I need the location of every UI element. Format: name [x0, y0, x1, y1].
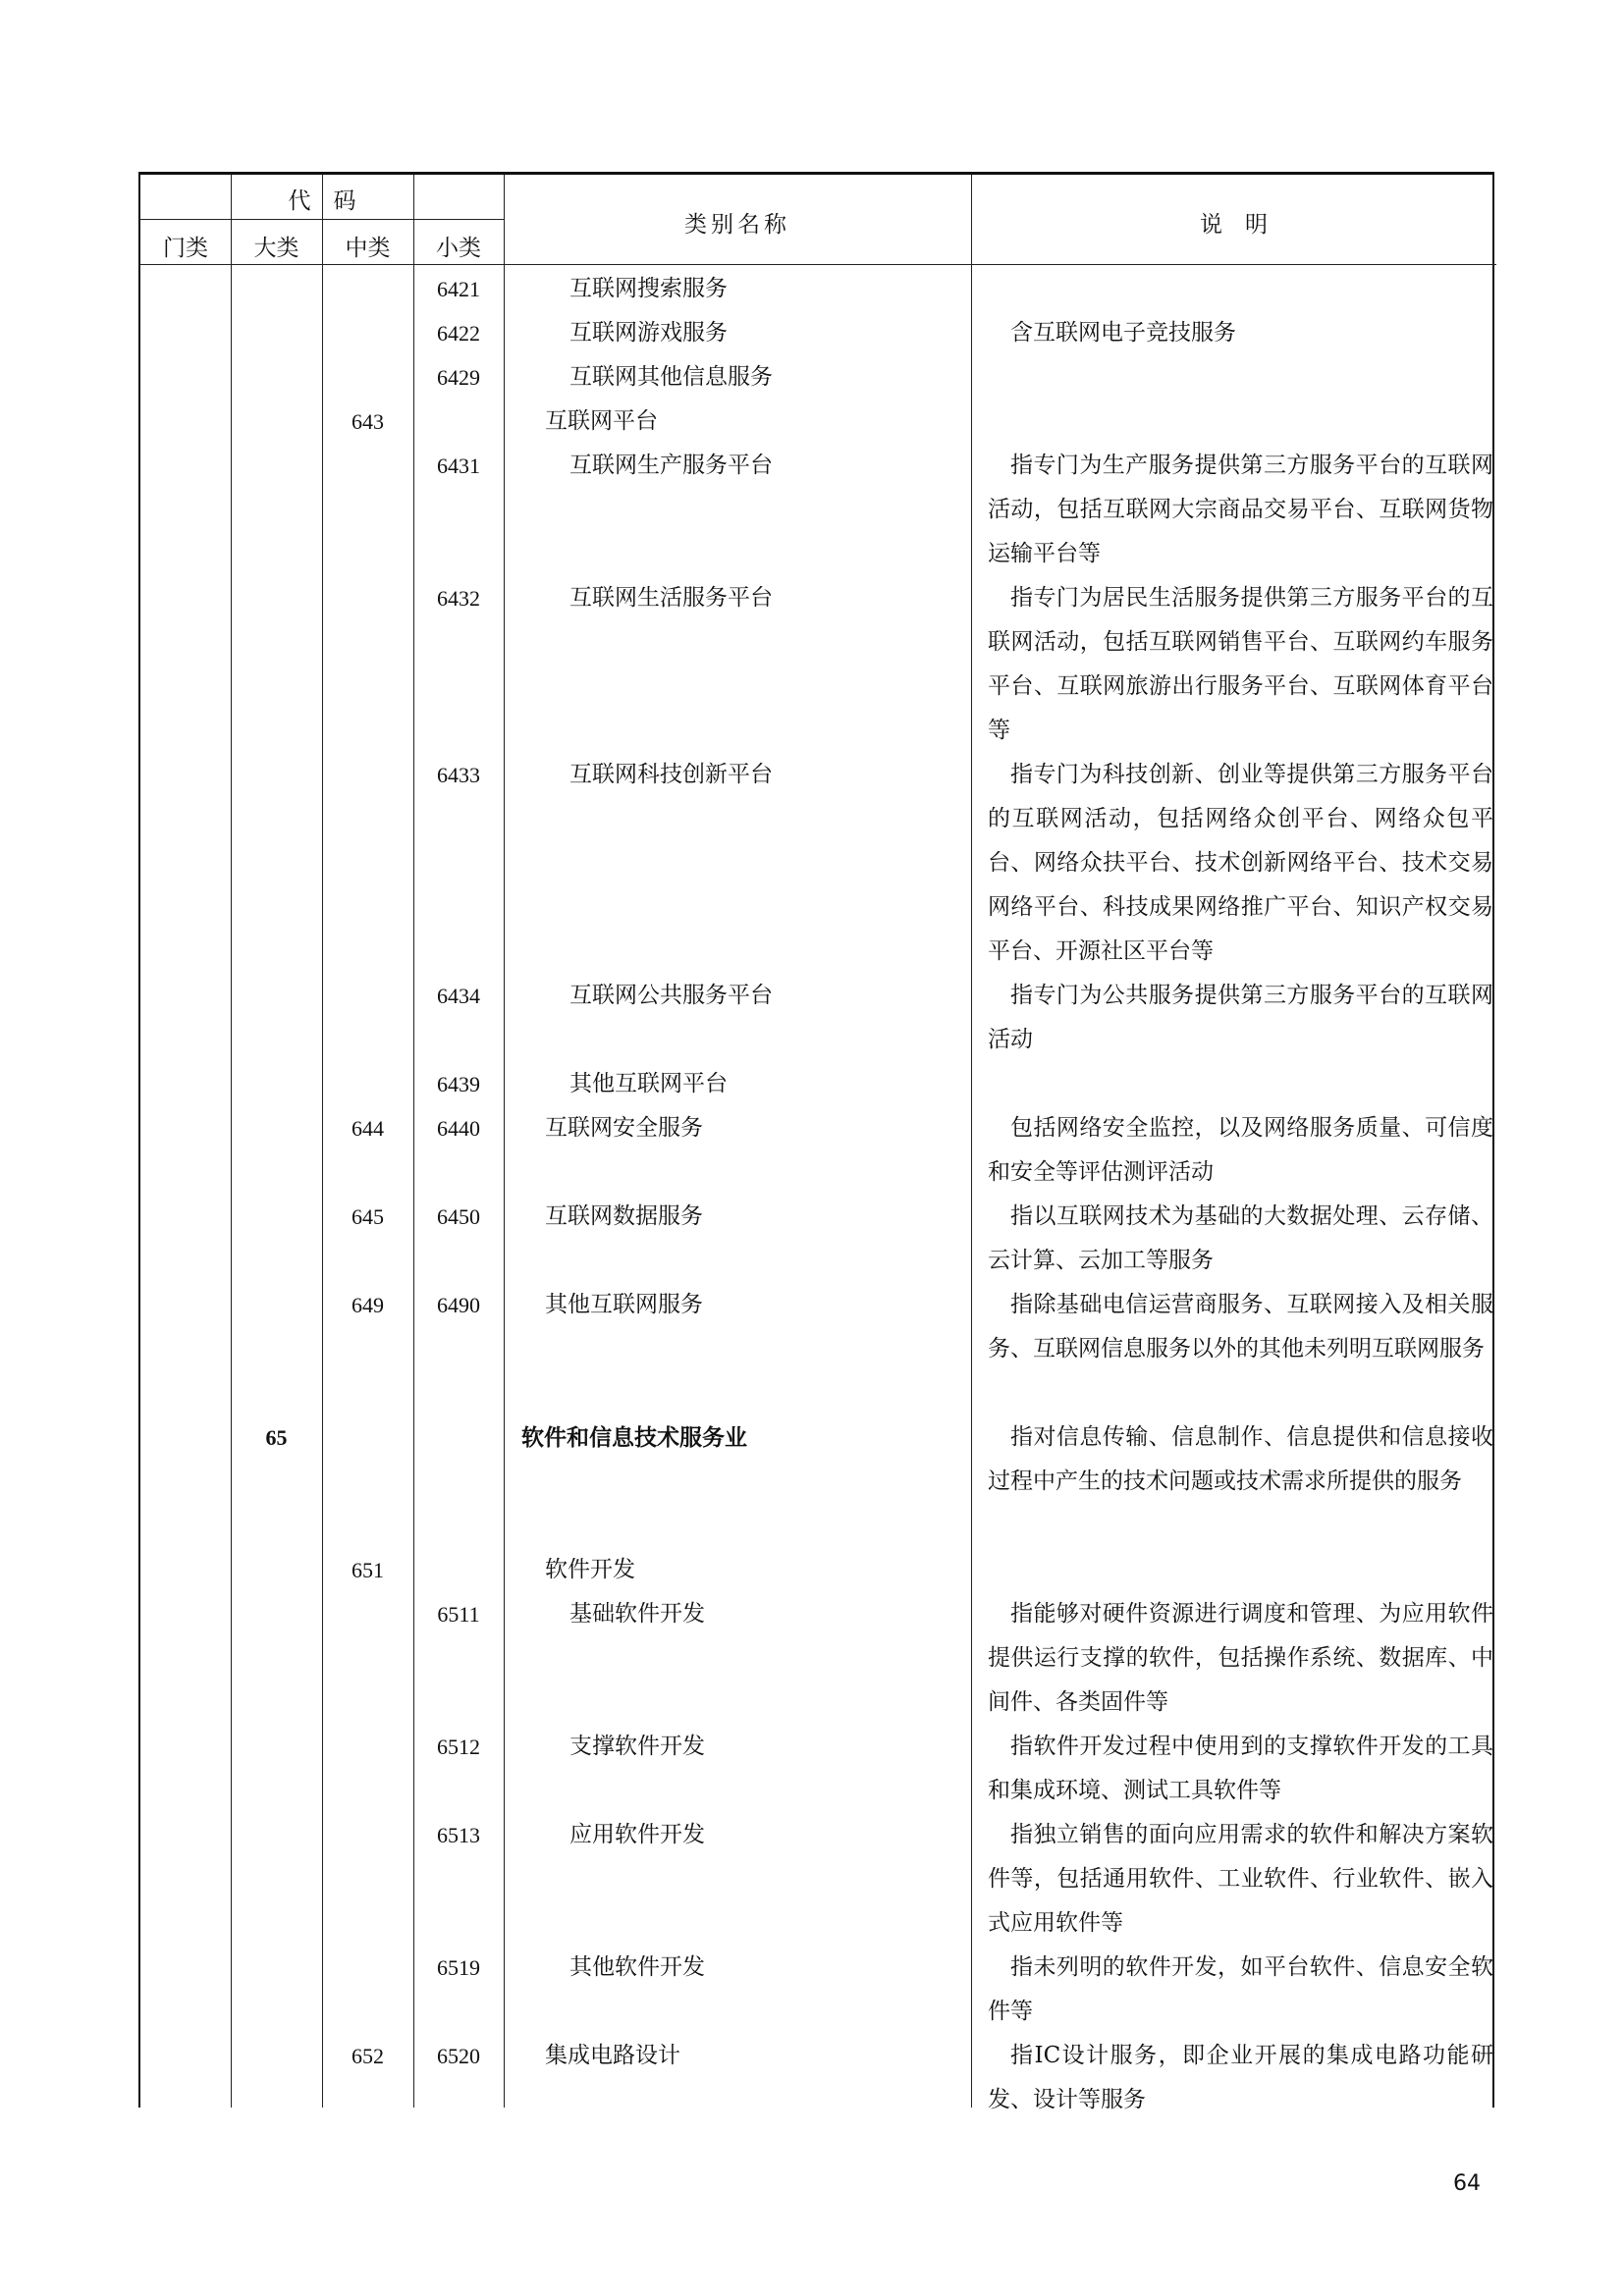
category-name: 互联网公共服务平台: [569, 983, 773, 1008]
table-row: [140, 974, 1496, 1062]
code-xiao: 6450: [437, 1204, 480, 1229]
category-name: 互联网安全服务: [545, 1115, 703, 1141]
category-description: 指对信息传输、信息制作、信息提供和信息接收过程中产生的技术问题或技术需求所提供的服务: [988, 1424, 1493, 1494]
category-description: 指IC设计服务，即企业开展的集成电路功能研发、设计等服务: [988, 2043, 1493, 2112]
category-name: 互联网其他信息服务: [569, 364, 773, 390]
category-name: 软件和信息技术服务业: [521, 1424, 747, 1451]
code-zhong: 644: [352, 1116, 384, 1141]
table-row: [140, 1283, 1496, 1415]
code-xiao: 6490: [437, 1293, 480, 1317]
page-number: 64: [1453, 2171, 1481, 2196]
table-row: [140, 1725, 1496, 1813]
table-row: [140, 267, 1496, 311]
code-xiao: 6434: [437, 984, 480, 1008]
category-name: 互联网科技创新平台: [569, 762, 773, 787]
category-name: 互联网生活服务平台: [569, 585, 773, 611]
category-name: 集成电路设计: [545, 2043, 680, 2068]
code-xiao: 6433: [437, 763, 480, 787]
category-name: 互联网搜索服务: [569, 276, 728, 301]
header-desc: 说 明: [1200, 212, 1268, 238]
category-name: 互联网游戏服务: [569, 320, 728, 346]
code-zhong: 645: [352, 1204, 384, 1229]
code-xiao: 6520: [437, 2044, 480, 2068]
header-zhong: 中类: [345, 236, 391, 261]
header-name: 类别名称: [684, 212, 790, 238]
table-row: [140, 1106, 1496, 1195]
category-description: 指除基础电信运营商服务、互联网接入及相关服务、互联网信息服务以外的其他未列明互联网服务: [988, 1292, 1493, 1362]
category-name: 基础软件开发: [569, 1601, 705, 1627]
category-description: 指专门为科技创新、创业等提供第三方服务平台的互联网活动，包括网络众创平台、网络众包平台、网络众扶平台、技术创新网络平台、技术交易网络平台、科技成果网络推广平台、知识产权交易平台、开源社区平台等: [988, 762, 1493, 964]
header-subline: [140, 219, 504, 220]
category-name: 支撑软件开发: [569, 1734, 705, 1759]
code-zhong: 651: [352, 1558, 384, 1582]
table-row: [140, 311, 1496, 355]
table-row: [140, 1195, 1496, 1283]
table-row: [140, 1592, 1496, 1725]
code-xiao: 6422: [437, 321, 480, 346]
code-da: 65: [265, 1425, 288, 1450]
category-name: 其他软件开发: [569, 1954, 705, 1980]
table-row: [140, 400, 1496, 444]
table-row: [140, 355, 1496, 400]
table-row: [140, 1062, 1496, 1106]
category-description: 指未列明的软件开发，如平台软件、信息安全软件等: [988, 1954, 1493, 2024]
header-da: 大类: [253, 236, 299, 261]
table-row: [140, 1548, 1496, 1592]
code-xiao: 6519: [437, 1955, 480, 1980]
category-description: 包括网络安全监控，以及网络服务质量、可信度和安全等评估测评活动: [988, 1115, 1493, 1185]
category-description: 指软件开发过程中使用到的支撑软件开发的工具和集成环境、测试工具软件等: [988, 1734, 1493, 1803]
code-xiao: 6440: [437, 1116, 480, 1141]
category-name: 应用软件开发: [569, 1822, 705, 1847]
code-xiao: 6511: [437, 1602, 480, 1627]
category-description: 指能够对硬件资源进行调度和管理、为应用软件提供运行支撑的软件，包括操作系统、数据库、中间件、各类固件等: [988, 1601, 1493, 1715]
table-row: [140, 1946, 1496, 2034]
code-xiao: 6429: [437, 365, 480, 390]
code-zhong: 649: [352, 1293, 384, 1317]
code-xiao: 6439: [437, 1072, 480, 1096]
table-row: [140, 2034, 1496, 2122]
category-description: 指专门为公共服务提供第三方服务平台的互联网活动: [988, 983, 1493, 1052]
category-description: 指专门为生产服务提供第三方服务平台的互联网活动，包括互联网大宗商品交易平台、互联网货物运输平台等: [988, 453, 1493, 566]
code-xiao: 6513: [437, 1823, 480, 1847]
category-description: 指专门为居民生活服务提供第三方服务平台的互联网活动，包括互联网销售平台、互联网约车服务平台、互联网旅游出行服务平台、互联网体育平台等: [988, 585, 1493, 743]
category-description: 指以互联网技术为基础的大数据处理、云存储、云计算、云加工等服务: [988, 1203, 1493, 1273]
table-row: [140, 1415, 1496, 1548]
table-row: [140, 576, 1496, 753]
category-name: 其他互联网平台: [569, 1071, 728, 1096]
code-xiao: 6432: [437, 586, 480, 611]
header-men: 门类: [163, 236, 208, 261]
category-name: 互联网生产服务平台: [569, 453, 773, 478]
table-row: [140, 753, 1496, 974]
table-row: [140, 1813, 1496, 1946]
category-description: 指独立销售的面向应用需求的软件和解决方案软件等，包括通用软件、工业软件、行业软件、嵌入式应用软件等: [988, 1822, 1493, 1936]
code-xiao: 6431: [437, 454, 480, 478]
category-name: 互联网数据服务: [545, 1203, 703, 1229]
category-name: 其他互联网服务: [545, 1292, 703, 1317]
category-description: 含互联网电子竞技服务: [1010, 320, 1236, 346]
code-zhong: 652: [352, 2044, 384, 2068]
table-row: [140, 444, 1496, 576]
category-name: 软件开发: [545, 1557, 635, 1582]
header-code-group: 代 码: [288, 188, 356, 214]
header-bottom-line: [140, 264, 1496, 265]
code-xiao: 6512: [437, 1735, 480, 1759]
header-xiao: 小类: [436, 236, 481, 261]
classification-table: [138, 172, 1494, 2112]
code-zhong: 643: [352, 409, 384, 434]
code-xiao: 6421: [437, 277, 480, 301]
category-name: 互联网平台: [545, 408, 658, 434]
